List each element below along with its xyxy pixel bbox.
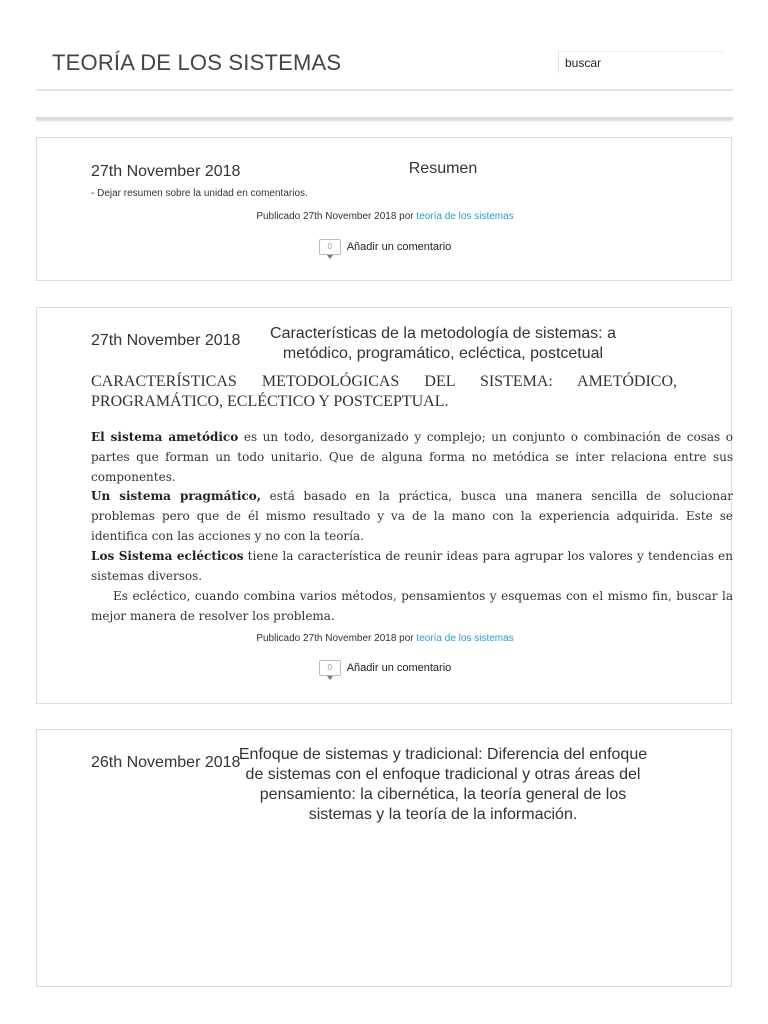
post-title[interactable]: Resumen <box>408 160 478 177</box>
add-comment-link[interactable]: Añadir un comentario <box>346 241 452 253</box>
published-prefix: Publicado 27th November 2018 por <box>256 633 417 644</box>
post-title-line: pensamiento: la cibernética, la teoría general de los <box>259 786 627 803</box>
term-eclecticos: Los Sistema eclécticos <box>91 549 244 563</box>
paragraph-text: está basado en la práctica, busca una manera sencilla de solucionar problemas pero que de él mismo resultado y va de la mano con la experiencia adquirida. Este se identifica con las acciones y no con la teoría. <box>91 489 733 543</box>
post-published <box>37 633 733 644</box>
post-date: 27th November 2018 <box>91 332 241 349</box>
published-prefix: Publicado 27th November 2018 por <box>256 211 417 222</box>
search-input[interactable] <box>558 51 724 73</box>
header-divider <box>36 89 733 91</box>
paragraph-pragmatico <box>91 486 733 546</box>
post-date: 27th November 2018 <box>91 163 241 180</box>
paragraph-eclectico <box>91 586 733 626</box>
paragraph-eclecticos <box>91 546 733 586</box>
author-link[interactable]: teoría de los sistemas <box>416 633 514 644</box>
paragraph-text: es un todo, desorganizado y complejo; un conjunto o combinación de cosas o partes que forman un todo unitario. Que de alguna forma no metódica se inter relaciona entre sus componentes. <box>91 430 733 484</box>
post-card-metodologia <box>36 307 732 704</box>
site-header <box>0 0 768 120</box>
post-summary: - Dejar resumen sobre la unidad en comentarios. <box>91 188 308 199</box>
author-link[interactable]: teoría de los sistemas <box>416 211 514 222</box>
add-comment-link[interactable]: Añadir un comentario <box>346 662 452 674</box>
post-title[interactable] <box>237 745 649 825</box>
post-title-line: Enfoque de sistemas y tradicional: Diferencia del enfoque <box>238 746 648 763</box>
site-title[interactable]: TEORÍA DE LOS SISTEMAS <box>52 50 342 75</box>
term-ametodico: El sistema ametódico <box>91 430 239 444</box>
comment-bubble-icon[interactable]: 0 <box>319 660 341 676</box>
post-title-line: Características de la metodología de sistemas: a <box>270 325 616 342</box>
comment-row <box>37 239 733 255</box>
paragraph-ametodico <box>91 427 733 487</box>
term-pragmatico: Un sistema pragmático, <box>91 489 261 503</box>
paragraph-text: tiene la característica de reunir ideas para agrupar los valores y tendencias en sistemas diversos. <box>91 549 733 583</box>
post-title-line: metódico, programático, ecléctica, postcetual <box>282 345 604 362</box>
post-card-enfoque <box>36 729 732 987</box>
post-title-line: sistemas y la teoría de la información. <box>308 806 578 823</box>
post-published <box>37 211 733 222</box>
comment-row <box>37 660 733 676</box>
comment-bubble-icon[interactable]: 0 <box>319 239 341 255</box>
post-title[interactable] <box>259 324 627 364</box>
content-divider <box>36 117 733 120</box>
post-card-resumen <box>36 137 732 281</box>
paragraph-text: Es ecléctico, cuando combina varios métodos, pensamientos y esquemas con el mismo fin, buscar la mejor manera de resolver los problema. <box>91 589 733 623</box>
post-date: 26th November 2018 <box>91 754 241 771</box>
post-heading: CARACTERÍSTICAS METODOLÓGICAS DEL SISTEMA: AMETÓDICO, PROGRAMÁTICO, ECLÉCTICO Y POSTCEPTUAL. <box>91 373 677 410</box>
post-title-line: de sistemas con el enfoque tradicional y otras áreas del <box>245 766 641 783</box>
